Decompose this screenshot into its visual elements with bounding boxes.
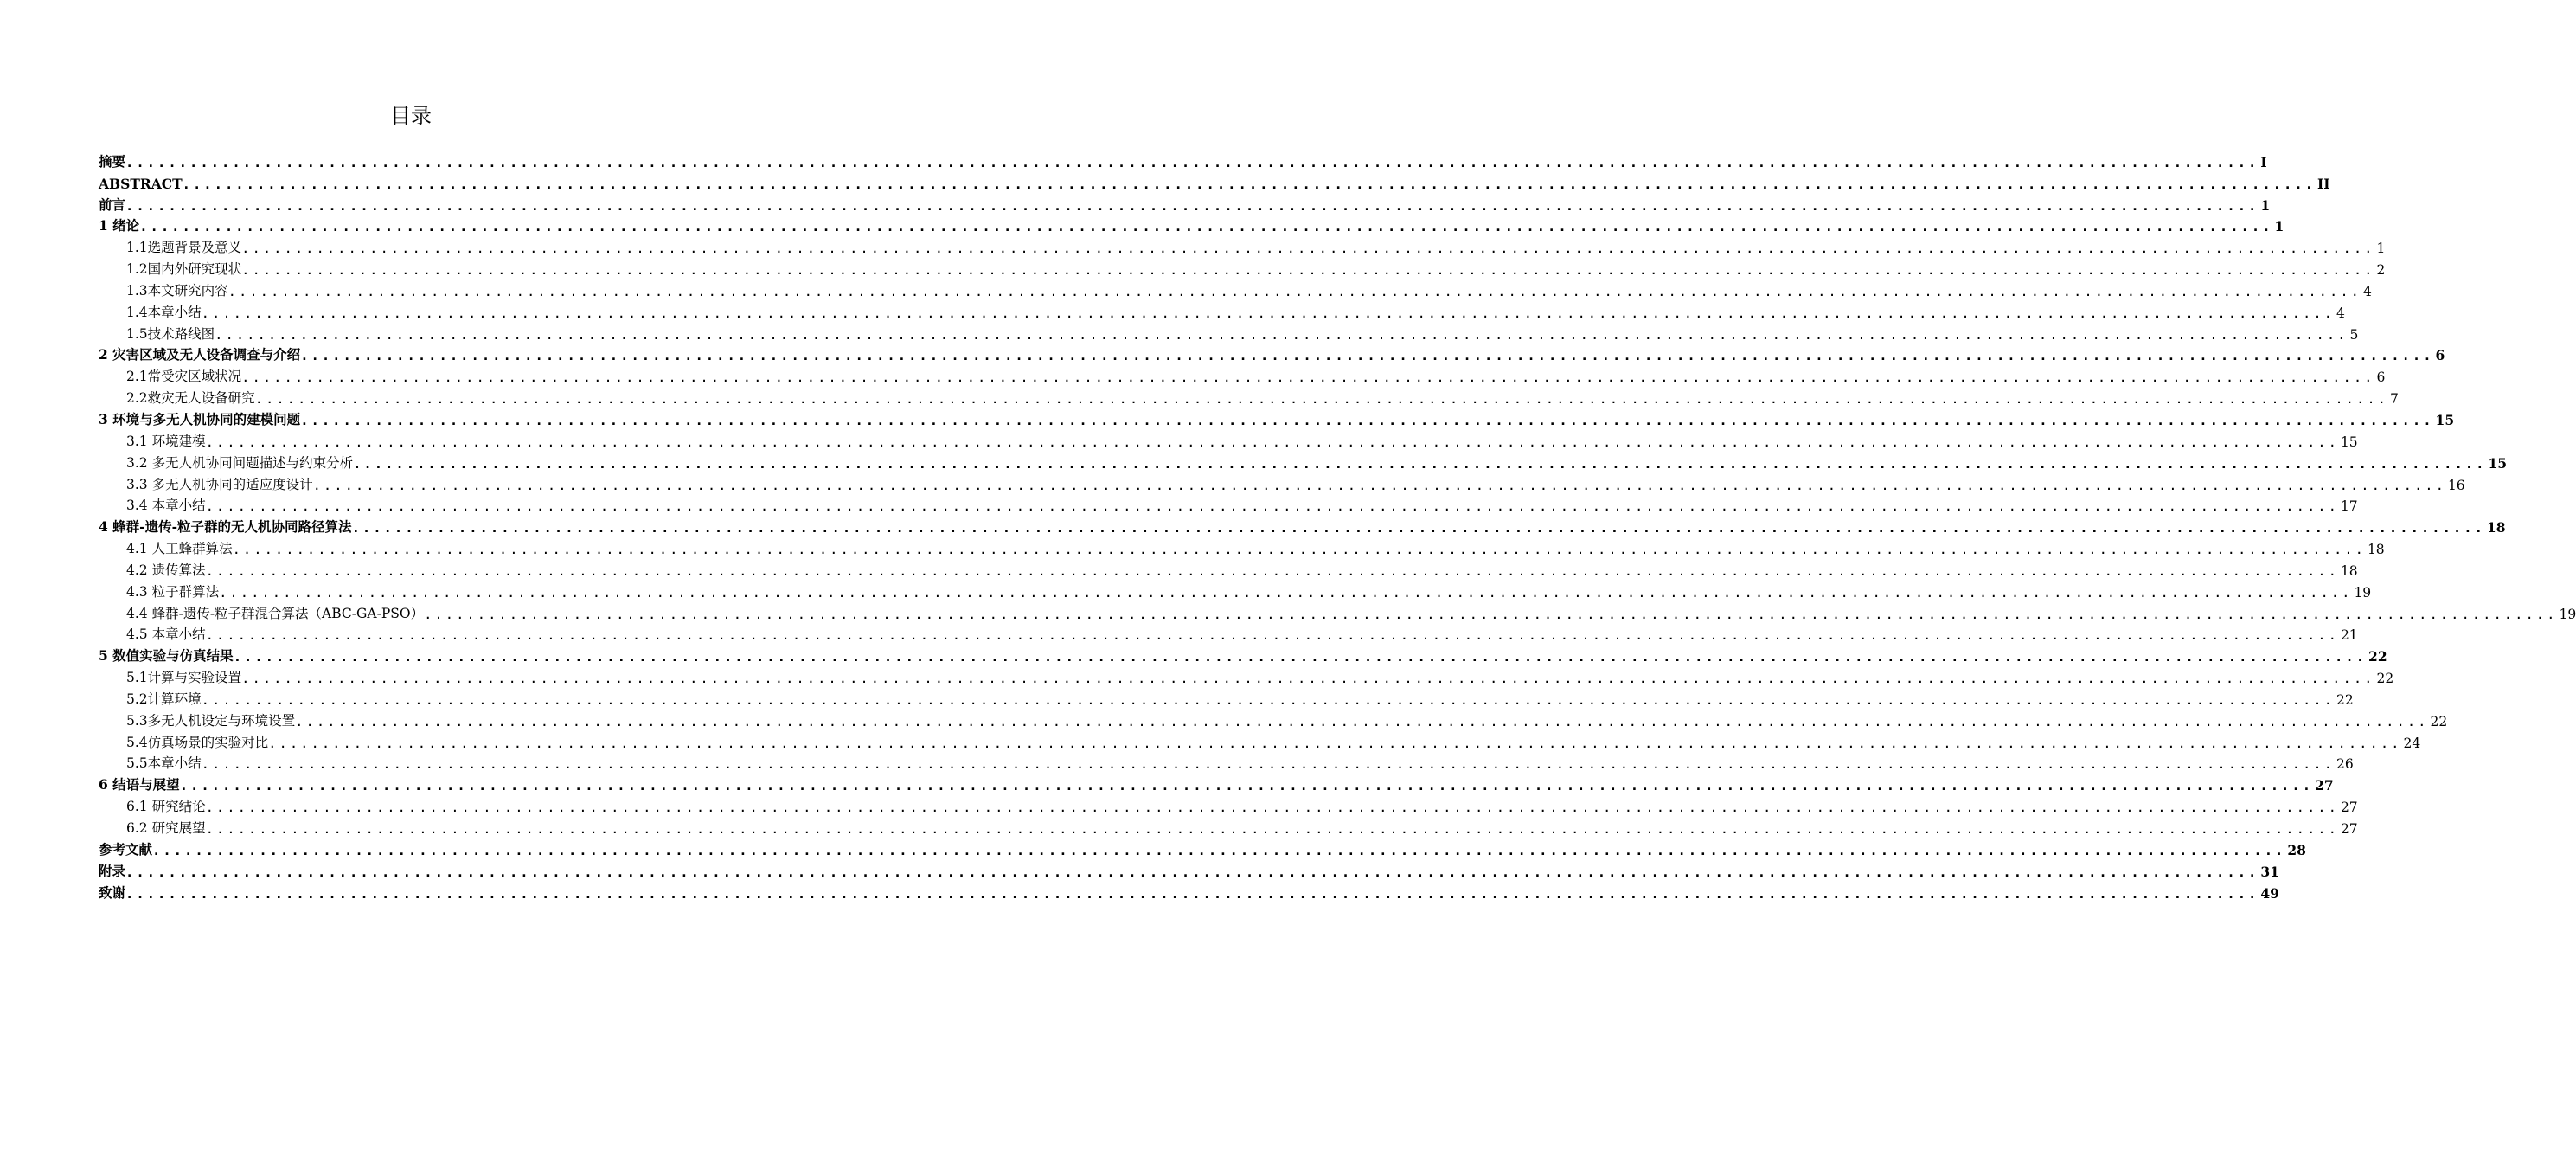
- toc-entry-label: 6.1 研究结论: [126, 799, 206, 815]
- toc-dot-leader: ........................................................................................................................................................................................................: [268, 735, 2402, 751]
- toc-page-number: 7: [2390, 391, 2399, 408]
- toc-entry-label: 2.2救灾无人设备研究: [126, 390, 255, 407]
- toc-page-number: 22: [2368, 648, 2387, 665]
- toc-section-entry[interactable]: [99, 665, 2394, 687]
- toc-dot-leader: ........................................................................................................................................................................................................: [241, 671, 2375, 687]
- toc-section-entry[interactable]: [99, 385, 2399, 408]
- toc-chapter-entry[interactable]: [99, 837, 2306, 858]
- toc-chapter-entry[interactable]: [99, 407, 2455, 428]
- toc-entry-label: 5.3多无人机设定与环境设置: [126, 712, 296, 729]
- toc-chapter-entry[interactable]: [99, 514, 2506, 537]
- toc-dot-leader: ........................................................................................................................................................................................................: [254, 391, 2389, 408]
- toc-chapter-entry[interactable]: [99, 880, 2279, 902]
- toc-dot-leader: ........................................................................................................................................................................................................: [125, 885, 2259, 902]
- toc-section-entry[interactable]: [99, 363, 2386, 386]
- toc-dot-leader: ........................................................................................................................................................................................................: [125, 154, 2259, 170]
- toc-dot-leader: ........................................................................................................................................................................................................: [201, 305, 2336, 321]
- toc-entry-label: 1 绪论: [99, 217, 140, 235]
- toc-dot-leader: ........................................................................................................................................................................................................: [351, 520, 2485, 537]
- toc-entry-label: 2.1常受灾区域状况: [126, 369, 242, 385]
- toc-section-entry[interactable]: [99, 686, 2354, 708]
- toc-entry-label: 4.4 蜂群-遗传-粒子群混合算法（ABC-GA-PSO）: [126, 605, 425, 621]
- toc-dot-leader: ........................................................................................................................................................................................................: [312, 477, 2446, 493]
- toc-entry-label: 4.1 人工蜂群算法: [126, 541, 233, 557]
- toc-entry-label: 2 灾害区域及无人设备调查与介绍: [99, 346, 301, 363]
- toc-entry-label: 4.2 遗传算法: [126, 562, 206, 578]
- toc-dot-leader: ........................................................................................................................................................................................................: [205, 627, 2339, 644]
- toc-chapter-entry[interactable]: [99, 643, 2387, 665]
- toc-entry-label: 1.3本文研究内容: [126, 282, 228, 299]
- toc-chapter-entry[interactable]: [99, 772, 2334, 794]
- toc-entry-label: 4 蜂群-遗传-粒子群的无人机协同路径算法: [99, 518, 352, 536]
- toc-section-entry[interactable]: [99, 450, 2508, 472]
- toc-chapter-entry[interactable]: [99, 343, 2445, 364]
- toc-entry-label: 1.5技术路线图: [126, 325, 215, 342]
- toc-section-entry[interactable]: [99, 708, 2448, 729]
- toc-entry-label: 1.1选题背景及意义: [126, 240, 242, 256]
- toc-dot-leader: ........................................................................................................................................................................................................: [353, 455, 2487, 472]
- toc-section-entry[interactable]: [99, 579, 2372, 601]
- toc-page-number: II: [2317, 175, 2330, 192]
- toc-section-entry[interactable]: [99, 601, 2576, 622]
- toc-entry-label: 摘要: [99, 152, 126, 170]
- toc-dot-leader: ........................................................................................................................................................................................................: [219, 584, 2353, 601]
- toc-page-number: 31: [2260, 863, 2279, 880]
- toc-entry-label: 6.2 研究展望: [126, 820, 206, 836]
- toc-entry-label: 3 环境与多无人机协同的建模问题: [99, 410, 301, 427]
- toc-entry-label: 3.3 多无人机协同的适应度设计: [126, 476, 313, 492]
- toc-entry-label: 6 结语与展望: [99, 776, 180, 794]
- toc-page-number: 2: [2376, 262, 2386, 279]
- toc-page-number: 19: [2354, 584, 2372, 601]
- toc-dot-leader: ........................................................................................................................................................................................................: [139, 219, 2273, 235]
- toc-dot-leader: ........................................................................................................................................................................................................: [227, 283, 2362, 299]
- toc-dot-leader: ........................................................................................................................................................................................................: [215, 326, 2349, 343]
- toc-entry-label: 5.2计算环境: [126, 691, 202, 707]
- toc-entry-label: 1.4本章小结: [126, 304, 202, 320]
- toc-page-number: 18: [2367, 542, 2385, 558]
- toc-page-number: 22: [2336, 691, 2354, 708]
- toc-dot-leader: ........................................................................................................................................................................................................: [205, 821, 2339, 837]
- toc-entry-label: 附录: [99, 862, 126, 879]
- toc-page-number: 15: [2435, 411, 2455, 428]
- toc-chapter-entry[interactable]: [99, 858, 2279, 880]
- toc-section-entry[interactable]: [99, 428, 2358, 450]
- toc-dot-leader: ........................................................................................................................................................................................................: [300, 412, 2434, 428]
- toc-dot-leader: ........................................................................................................................................................................................................: [125, 864, 2259, 880]
- toc-dot-leader: ........................................................................................................................................................................................................: [205, 562, 2339, 579]
- toc-entry-label: ABSTRACT: [99, 175, 183, 192]
- toc-dot-leader: ........................................................................................................................................................................................................: [241, 241, 2375, 257]
- toc-dot-leader: ........................................................................................................................................................................................................: [125, 197, 2259, 214]
- toc-dot-leader: ........................................................................................................................................................................................................: [182, 176, 2316, 192]
- toc-dot-leader: ........................................................................................................................................................................................................: [232, 542, 2366, 558]
- toc-page-number: 1: [2260, 196, 2271, 214]
- toc-section-entry[interactable]: [99, 815, 2358, 837]
- toc-section-entry[interactable]: [99, 235, 2386, 257]
- toc-page-number: 16: [2447, 477, 2465, 493]
- toc-page-number: 24: [2403, 735, 2421, 751]
- toc-section-entry[interactable]: [99, 751, 2354, 773]
- toc-chapter-entry[interactable]: [99, 214, 2284, 235]
- toc-dot-leader: ........................................................................................................................................................................................................: [152, 842, 2286, 858]
- toc-section-entry[interactable]: [99, 299, 2345, 321]
- toc-dot-leader: ........................................................................................................................................................................................................: [205, 800, 2339, 816]
- toc-dot-leader: ........................................................................................................................................................................................................: [300, 348, 2434, 364]
- toc-page-number: 4: [2336, 305, 2345, 321]
- toc-chapter-entry[interactable]: [99, 192, 2271, 214]
- toc-dot-leader: ........................................................................................................................................................................................................: [179, 778, 2314, 794]
- toc-dot-leader: ........................................................................................................................................................................................................: [205, 434, 2339, 450]
- toc-page-number: 18: [2340, 562, 2358, 579]
- toc-section-entry[interactable]: [99, 278, 2372, 299]
- toc-page-number: 15: [2488, 454, 2508, 472]
- toc-entry-label: 5.5本章小结: [126, 755, 202, 772]
- toc-entry-label: 3.4 本章小结: [126, 498, 206, 514]
- toc-entry-label: 5 数值实验与仿真结果: [99, 647, 234, 665]
- toc-section-entry[interactable]: [99, 622, 2358, 644]
- toc-page-number: 49: [2260, 884, 2279, 902]
- toc-page-number: 15: [2340, 434, 2358, 450]
- toc-page-number: 5: [2349, 326, 2359, 343]
- toc-page-number: 27: [2340, 800, 2358, 816]
- toc-section-entry[interactable]: [99, 256, 2386, 279]
- toc-page-number: 1: [2376, 241, 2386, 257]
- toc-section-entry[interactable]: [99, 321, 2359, 343]
- toc-entry-label: 前言: [99, 196, 126, 213]
- toc-section-entry[interactable]: [99, 536, 2385, 558]
- toc-dot-leader: ........................................................................................................................................................................................................: [201, 691, 2336, 708]
- toc-page-number: 4: [2363, 283, 2372, 299]
- toc-page-number: 22: [2376, 671, 2394, 687]
- toc-entry-label: 1.2国内外研究现状: [126, 261, 242, 278]
- toc-entry-label: 4.3 粒子群算法: [126, 583, 220, 600]
- toc-page-number: 22: [2430, 713, 2448, 729]
- toc-entry-label: 致谢: [99, 883, 126, 901]
- toc-chapter-entry[interactable]: [99, 170, 2330, 192]
- toc-dot-leader: ........................................................................................................................................................................................................: [201, 756, 2336, 773]
- toc-entry-label: 5.1计算与实验设置: [126, 670, 242, 686]
- toc-page-number: 6: [2435, 347, 2445, 364]
- toc-page-number: 18: [2486, 519, 2506, 537]
- toc-page-number: 26: [2336, 756, 2354, 773]
- toc-title: 目录: [390, 104, 432, 128]
- toc-section-entry[interactable]: [99, 472, 2465, 493]
- toc-dot-leader: ........................................................................................................................................................................................................: [205, 498, 2339, 515]
- toc-entry-label: 4.5 本章小结: [126, 626, 206, 643]
- toc-dot-leader: ........................................................................................................................................................................................................: [241, 369, 2375, 386]
- toc-dot-leader: ........................................................................................................................................................................................................: [233, 649, 2368, 665]
- toc-page-number: 21: [2340, 627, 2358, 644]
- toc-dot-leader: ........................................................................................................................................................................................................: [241, 262, 2375, 279]
- toc-section-entry[interactable]: [99, 557, 2358, 579]
- toc-entry-label: 5.4仿真场景的实验对比: [126, 734, 269, 750]
- toc-section-entry[interactable]: [99, 794, 2358, 816]
- toc-page-number: 17: [2340, 498, 2358, 515]
- toc-page-number: 19: [2559, 606, 2576, 622]
- toc-page-number: I: [2260, 153, 2267, 170]
- toc-entry-label: 3.2 多无人机协同问题描述与约束分析: [126, 454, 354, 471]
- toc-page-number: 6: [2376, 369, 2386, 386]
- toc-dot-leader: ........................................................................................................................................................................................................: [424, 606, 2558, 622]
- toc-page-number: 27: [2315, 777, 2334, 794]
- toc-section-entry[interactable]: [99, 493, 2358, 515]
- toc-entry-label: 3.1 环境建模: [126, 433, 206, 449]
- table-of-contents: [99, 149, 2576, 902]
- toc-page-number: 28: [2287, 841, 2306, 858]
- toc-chapter-entry[interactable]: [99, 149, 2267, 170]
- toc-section-entry[interactable]: [99, 729, 2421, 751]
- toc-dot-leader: ........................................................................................................................................................................................................: [295, 713, 2429, 729]
- toc-entry-label: 参考文献: [99, 840, 153, 858]
- toc-page-number: 27: [2340, 821, 2358, 837]
- toc-page-number: 1: [2274, 218, 2284, 235]
